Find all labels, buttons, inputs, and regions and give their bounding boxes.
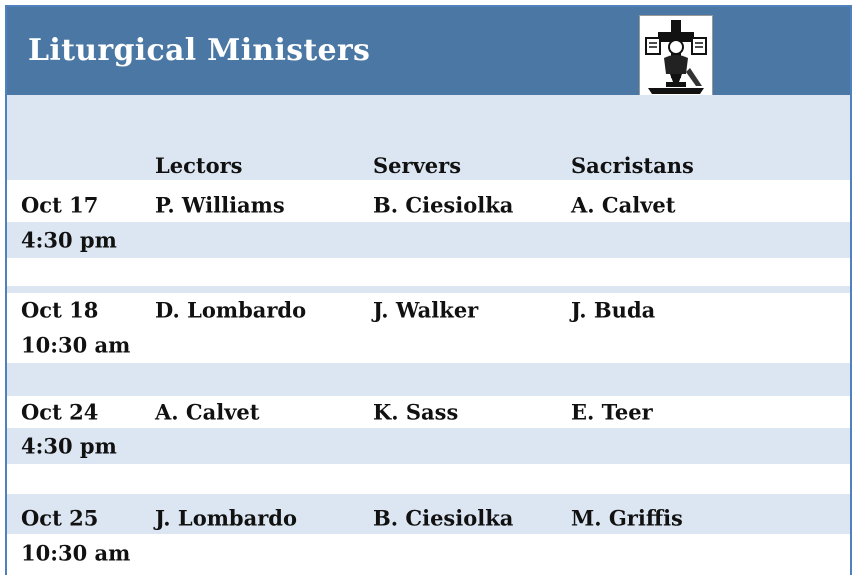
- column-header-row: [7, 95, 850, 180]
- cross-church-logo-icon: [639, 15, 713, 99]
- mass-date: Oct 24: [21, 399, 99, 425]
- sacristan-name: A. Calvet: [571, 192, 676, 218]
- server-name: J. Walker: [373, 297, 479, 323]
- table-row: [7, 222, 850, 258]
- header-bar: [7, 7, 850, 95]
- table-row: [7, 534, 850, 571]
- page-title: Liturgical Ministers: [28, 33, 371, 68]
- column-header-sacristans: Sacristans: [571, 153, 694, 178]
- mass-date: Oct 17: [21, 192, 99, 218]
- mass-time: 4:30 pm: [21, 433, 117, 459]
- lector-name: D. Lombardo: [155, 297, 307, 323]
- mass-date: Oct 18: [21, 297, 99, 323]
- lector-name: J. Lombardo: [155, 505, 297, 531]
- mass-time: 10:30 am: [21, 332, 131, 358]
- lector-name: P. Williams: [155, 192, 285, 218]
- mass-time: 4:30 pm: [21, 227, 117, 253]
- table-row: [7, 327, 850, 363]
- lector-name: A. Calvet: [155, 399, 260, 425]
- sacristan-name: M. Griffis: [571, 505, 683, 531]
- mass-date: Oct 25: [21, 505, 99, 531]
- spacer-band: [7, 286, 850, 293]
- sacristan-name: J. Buda: [571, 297, 656, 323]
- sacristan-name: E. Teer: [571, 399, 653, 425]
- column-header-lectors: Lectors: [155, 153, 243, 178]
- mass-time: 10:30 am: [21, 540, 131, 565]
- table-row: [7, 502, 850, 534]
- table-row: [7, 188, 850, 222]
- spacer-row: [7, 258, 850, 286]
- server-name: K. Sass: [373, 399, 459, 425]
- server-name: B. Ciesiolka: [373, 192, 514, 218]
- table-row: [7, 396, 850, 428]
- column-header-servers: Servers: [373, 153, 462, 178]
- server-name: B. Ciesiolka: [373, 505, 514, 531]
- table-row: [7, 428, 850, 464]
- spacer-band: [7, 494, 850, 502]
- table-row: [7, 293, 850, 327]
- spacer-row: [7, 464, 850, 494]
- spacer-band: [7, 363, 850, 396]
